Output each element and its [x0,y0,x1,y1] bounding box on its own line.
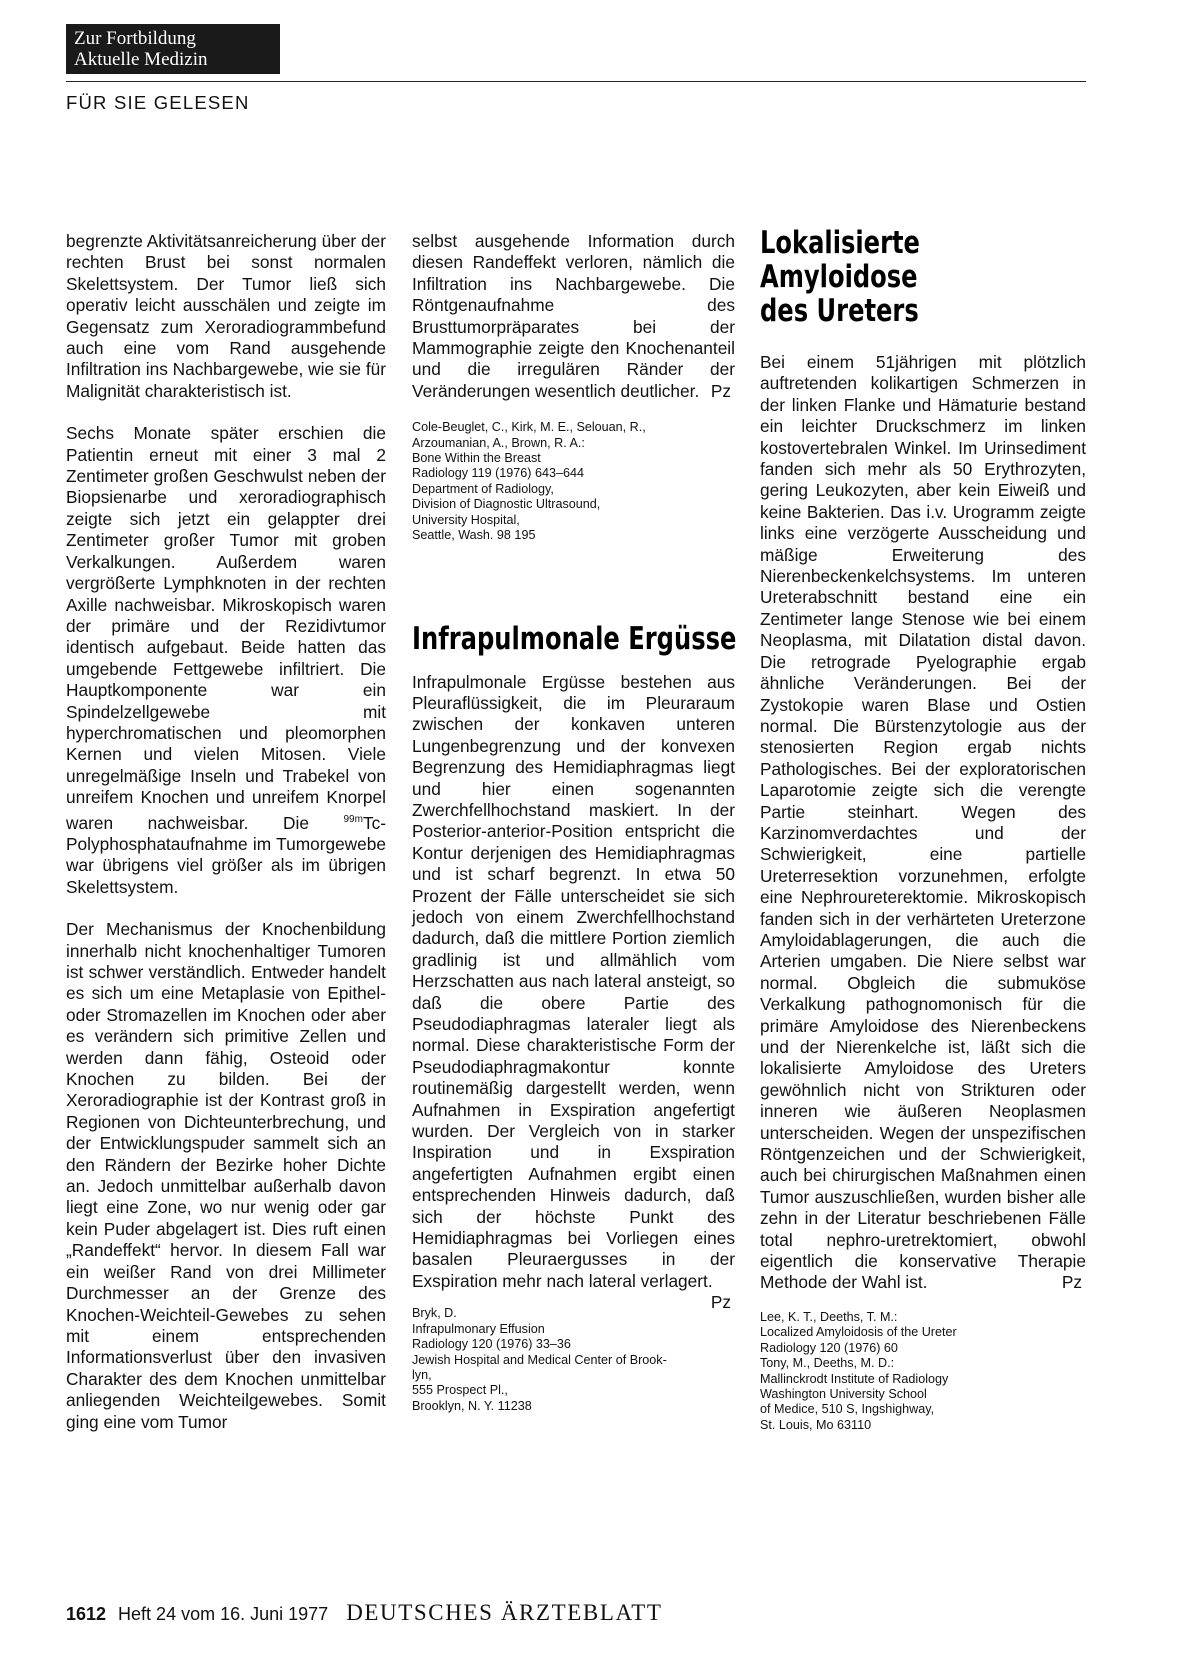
col2-paragraph-1-text: selbst ausgehende Information durch diesen Randeffekt verloren, nämlich die Infiltration ins Nachbargewebe. Die Röntgenaufnahme des Brusttumorpräparates bei der Mammographie zeigte den Knochenanteil und die irregulären Ränder der Veränderungen wesentlich deutlicher. [412,231,735,401]
reference-line: Bryk, D. [412,1306,457,1321]
col1-paragraph-2-text-a: Sechs Monate später erschien die Patientin erneut mit einer 3 mal 2 Zentimeter großen Geschwulst neben der Biopsienarbe und xeroradiographisch zeigte sich jetzt ein gelappter drei Zentimeter großer Tumor mit groben Verkalkungen. Außerdem waren vergrößerte Lymphknoten in der rechten Axille nachweisbar. Mikroskopisch waren der primäre und der Rezidivtumor identisch aufgebaut. Beide hatten das umgebende Fettgewebe infiltriert. Die Hauptkomponente war ein Spindelzellgewebe mit hyperchromatischen und pleomorphen Kernen und vielen Mitosen. Viele unregelmäßige Inseln und Trabekel von unreifem Knochen und unreifem Knorpel waren nachweisbar. Die [66,423,386,833]
reference-block-1 [412,420,735,543]
col1-paragraph-2 [66,423,386,898]
reference-block-2 [412,1306,735,1414]
heading-line-1: Lokalisierte [760,225,920,261]
reference-line: University Hospital, [412,512,520,527]
author-signature: Pz [710,380,731,401]
heading-line-2: Amyloidose [760,259,918,295]
reference-line: Brooklyn, N. Y. 11238 [412,1398,532,1413]
reference-line: Lee, K. T., Deeths, T. M.: [760,1309,898,1324]
author-signature: Pz [710,1292,731,1313]
reference-line: Radiology 119 (1976) 643–644 [412,466,585,481]
journal-name: DEUTSCHES ÄRZTEBLATT [346,1600,663,1625]
col2-paragraph-2-text: Infrapulmonale Ergüsse bestehen aus Pleuraflüssigkeit, die im Pleuraraum zwischen der konkaven unteren Lungenbegrenzung und der konvexen Begrenzung des Hemidiaphragmas liegt und hier einen sogenannten Zwerchfellhochstand maskiert. In der Posterior-anterior-Position entspricht die Kontur derjenigen des Hemidiaphragmas und ist scharf begrenzt. In etwa 50 Prozent der Fälle unterscheidet sie sich jedoch von einem Zwerchfellhochstand dadurch, daß die mittlere Portion ziemlich gradlinig ist und allmählich vom Herzschatten aus nach lateral ansteigt, so daß die obere Partie des Pseudodiaphragmas lateraler liegt als normal. Diese charakteristische Form der Pseudodiaphragmakontur konnte routinemäßig dargestellt werden, wenn Aufnahmen in Exspiration angefertigt wurden. Der Vergleich von in starker Inspiration und in Exspiration angefertigten Aufnahmen ergibt einen entsprechenden Hinweis dadurch, daß sich der höchste Punkt des Hemidiaphragmas bei Vorliegen eines basalen Pleuraergusses in der Exspiration mehr nach lateral verlagert. [412,671,735,1291]
reference-line: Radiology 120 (1976) 33–36 [412,1337,571,1352]
reference-line: Washington University School [760,1386,927,1401]
reference-line: lyn, [412,1367,432,1382]
reference-line: Department of Radiology, [412,481,554,496]
col3-paragraph-1-text: Bei einem 51jährigen mit plötzlich auftretenden kolikartigen Schmerzen in der linken Flanke und Hämaturie bestand ein leichter Druckschmerz im linken kostovertebralen Winkel. Im Urinsediment fanden sich mehr als 50 Erythrozyten, gering Leukozyten, aber kein Eiweiß und keine Bakterien. Das i.v. Urogramm zeigte links eine verzögerte Ausscheidung und mäßige Erweiterung des Nierenbeckenkelchsystems. Im unteren Ureterabschnitt bestand eine ein Zentimeter lange Stenose wie bei einem Neoplasma, mit Dilatation distal davon. Die retrograde Pyelographie ergab ähnliche Veränderungen. Bei der Zystokopie waren Blase und Ostien normal. Die Bürstenzytologie aus der stenosierten Region ergab nichts Pathologisches. Bei der exploratorischen Laparotomie zeigte sich die verengte Partie steinhart. Wegen des Karzinomverdachtes und der Schwierigkeit, eine partielle Ureterresektion vorzunehmen, erfolgte eine Nephroureterektomie. Mikroskopisch fanden sich in der verhärteten Ureterzone Amyloidablagerungen, die auch die Arterien umgaben. Die Niere selbst war normal. Obgleich die submuköse Verkalkung pathognomonisch für die primäre Amyloidose des Nierenbeckens und der Nierenkelche ist, läßt sich die lokalisierte Amyloidose des Ureters gewöhnlich nicht von Strikturen oder inneren wie äußeren Neoplasmen unterscheiden. Wegen der unspezifischen Röntgenzeichen und der Schwierigkeit, auch bei chirurgischen Maßnahmen einen Tumor auszuschließen, wurden bisher alle zehn in der Literatur beschriebenen Fälle total nephro-uretrektomiert, obwohl eigentlich die konservative Therapie Methode der Wahl ist. [760,352,1086,1293]
col2-paragraph-2 [412,671,735,1313]
reference-line: Bone Within the Breast [412,451,541,466]
reference-line: Cole-Beuglet, C., Kirk, M. E., Selouan, R., [412,420,646,435]
reference-line: Arzoumanian, A., Brown, R. A.: [412,435,585,450]
reference-line: Localized Amyloidosis of the Ureter [760,1325,957,1340]
reference-block-3 [760,1310,1086,1433]
col3-paragraph-1 [760,352,1086,1294]
reference-line: of Medice, 510 S, Ingshighway, [760,1402,935,1417]
column-3 [760,226,1086,1433]
article-heading-3 [760,226,1086,328]
reference-line: 555 Prospect Pl., [412,1383,508,1398]
isotope-superscript: 99m [343,813,363,825]
header-rule [66,81,1086,82]
col1-paragraph-3: Der Mechanismus der Knochenbildung innerhalb nicht knochenhaltiger Tumoren ist schwer verständlich. Entweder handelt es sich um eine Metaplasie von Epithel- oder Stromazellen im Knochen oder aber es verändern sich primitive Zellen und werden dann fähig, Osteoid oder Knochen zu bilden. Bei der Xeroradiographie ist der Kontrast groß in Regionen von Dichteunterbrechung, und der Entwicklungspuder sammelt sich an den Rändern der Bezirke hoher Dichte an. Jedoch unmittelbar außerhalb davon liegt eine Zone, wo nur wenig oder gar kein Puder abgelagert ist. Dies ruft einen „Randeffekt“ hervor. In diesem Fall war ein weißer Rand von drei Millimeter Durchmesser an der Grenze des Knochen-Weichteil-Gewebes zu sehen mit einem entsprechenden Informationsverlust über den invasiven Charakter des dem Knochen unmittelbar anliegenden Weichteilgewebes. Somit ging eine vom Tumor [66,919,386,1432]
author-signature: Pz [1061,1272,1082,1293]
reference-line: Tony, M., Deeths, M. D.: [760,1356,895,1371]
column-1 [66,231,386,1454]
rubric-line-1: Zur Fortbildung [74,28,196,49]
reference-line: Seattle, Wash. 98 195 [412,528,536,543]
page-number: 1612 [66,1604,107,1624]
heading-line-3: des Ureters [760,293,919,329]
article-heading-2: Infrapulmonale Ergüsse [412,620,737,657]
column-2 [412,231,735,1414]
rubric-box [66,24,280,74]
col2-paragraph-1 [412,231,735,402]
reference-line: St. Louis, Mo 63110 [760,1417,872,1432]
reference-line: Infrapulmonary Effusion [412,1321,545,1336]
reference-line: Division of Diagnostic Ultrasound, [412,497,601,512]
page-footer [66,1600,1086,1628]
issue-info: Heft 24 vom 16. Juni 1977 [118,1604,329,1624]
reference-line: Radiology 120 (1976) 60 [760,1340,898,1355]
col1-paragraph-2-text-b: Tc-Polyphosphataufnahme im Tumorgewebe war übrigens viel größer als im übrigen Skelettsystem. [66,812,386,897]
col1-paragraph-1: begrenzte Aktivitätsanreicherung über der rechten Brust bei sonst normalen Skelettsystem. Der Tumor ließ sich operativ leicht ausschälen und zeigte im Gegensatz zum Xeroradiogrammbefund auch eine vom Rand ausgehende Infiltration ins Nachbargewebe, wie sie für Malignität charakteristisch ist. [66,231,386,401]
reference-line: Mallinckrodt Institute of Radiology [760,1371,949,1386]
reference-line: Jewish Hospital and Medical Center of Brook- [412,1352,667,1367]
rubric-line-2: Aktuelle Medizin [74,49,208,70]
section-label: FÜR SIE GELESEN [66,92,250,113]
